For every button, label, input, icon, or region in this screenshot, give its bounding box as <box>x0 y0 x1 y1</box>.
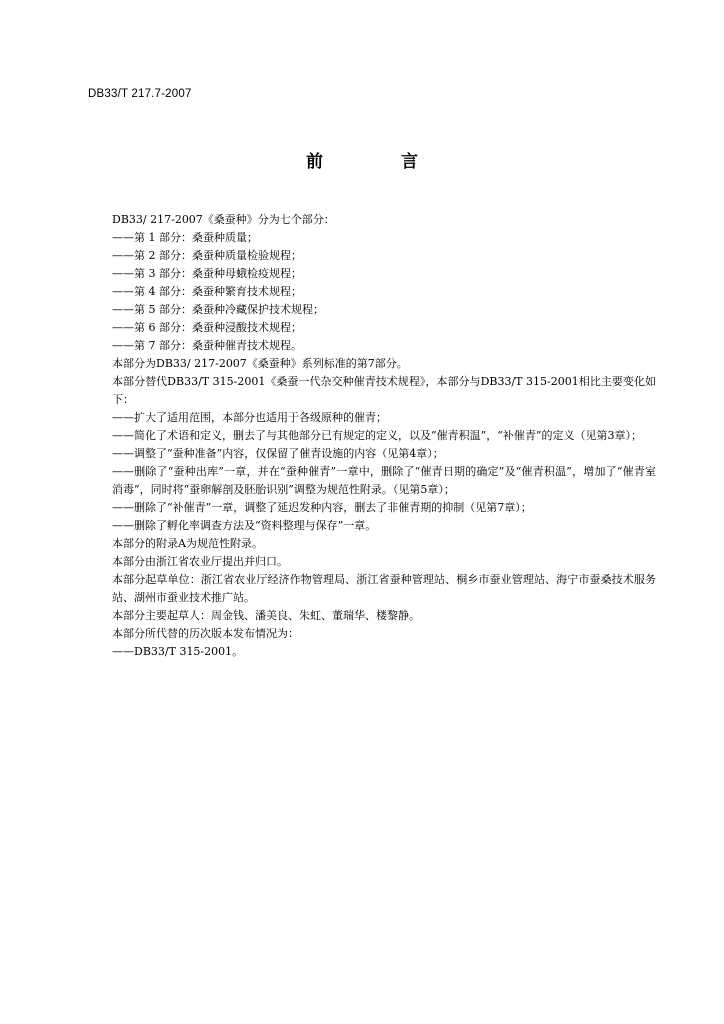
paragraph-history-intro: 本部分所代替的历次版本发布情况为： <box>112 627 299 640</box>
paragraph-parts-intro: DB33/ 217-2007《桑蚕种》分为七个部分： <box>112 213 335 226</box>
paragraph-proposer: 本部分由浙江省农业厅提出并归口。 <box>112 555 288 568</box>
list-item-change-1: ——扩大了适用范围，本部分也适用于各级原种的催青； <box>112 411 387 424</box>
list-item-change-5: ——删除了“补催青”一章，调整了延迟发种内容，删去了非催青期的抑制（见第7章）； <box>112 501 532 514</box>
page-title: 前 言 <box>306 152 454 172</box>
list-item-part-4: ——第 4 部分：桑蚕种繁育技术规程； <box>112 285 302 298</box>
list-item-part-1: ——第 1 部分：桑蚕种质量； <box>112 231 258 244</box>
list-item-change-6: ——删除了孵化率调查方法及“资料整理与保存”一章。 <box>112 519 377 532</box>
list-item-change-4: ——删除了“蚕种出库”一章，并在“蚕种催青”一章中，删除了“催青日期的确定”及“催青积温”，增加了“催青室消毒”，同时将“蚕卵解剖及胚胎识别”调整为规范性附录。（见第5章）； <box>112 465 656 496</box>
paragraph-appendix: 本部分的附录A为规范性附录。 <box>112 537 263 550</box>
foreword-body <box>88 211 656 661</box>
paragraph-drafting-units: 本部分起草单位：浙江省农业厅经济作物管理局、浙江省蚕种管理站、桐乡市蚕业管理站、海宁市蚕桑技术服务站、湖州市蚕业技术推广站。 <box>112 573 656 604</box>
list-item-part-6: ——第 6 部分：桑蚕种浸酸技术规程； <box>112 321 302 334</box>
list-item-change-2: ——简化了术语和定义，删去了与其他部分已有规定的定义，以及“催青积温”，“补催青”的定义（见第3章）； <box>112 429 642 442</box>
list-item-change-3: ——调整了“蚕种准备”内容，仅保留了催青设施的内容（见第4章）； <box>112 447 444 460</box>
list-item-history-1: ——DB33/T 315-2001。 <box>112 645 244 658</box>
document-code-header: DB33/T 217.7-2007 <box>88 88 192 100</box>
list-item-part-7: ——第 7 部分：桑蚕种催青技术规程。 <box>112 339 302 352</box>
list-item-part-2: ——第 2 部分：桑蚕种质量检验规程； <box>112 249 302 262</box>
paragraph-drafters: 本部分主要起草人：周金钱、潘美良、朱虹、董瑞华、楼黎静。 <box>112 609 420 622</box>
paragraph-part-statement: 本部分为DB33/ 217-2007《桑蚕种》系列标准的第7部分。 <box>112 357 408 370</box>
paragraph-replacement: 本部分替代DB33/T 315-2001《桑蚕一代杂交种催青技术规程》，本部分与DB33/T 315-2001相比主要变化如下： <box>112 375 656 406</box>
list-item-part-3: ——第 3 部分：桑蚕种母蛾检疫规程； <box>112 267 302 280</box>
list-item-part-5: ——第 5 部分：桑蚕种冷藏保护技术规程； <box>112 303 324 316</box>
